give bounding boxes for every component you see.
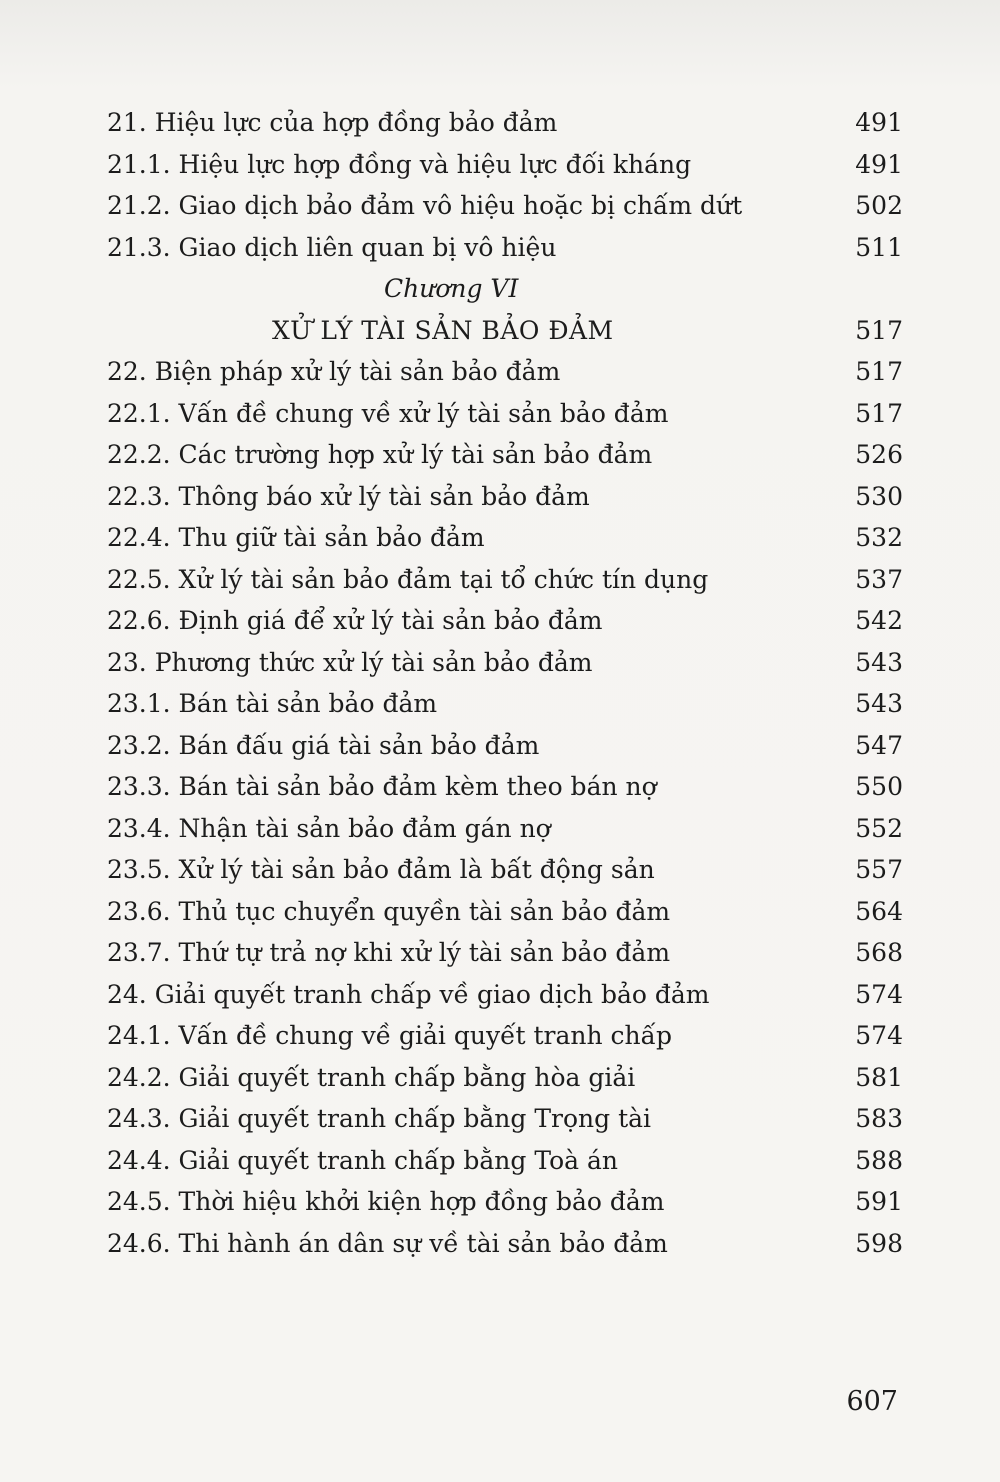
toc-entry-page: 537 (855, 564, 903, 594)
toc-entry-page: 574 (855, 1021, 903, 1050)
toc-entry-page: 517 (855, 398, 903, 428)
toc-entry-page: 574 (855, 979, 903, 1009)
toc-entry-page: 543 (855, 689, 903, 718)
toc-entry-title: 21.1. Hiệu lực hợp đồng và hiệu lực đối kháng (107, 149, 692, 179)
toc-entry-title: 23.1. Bán tài sản bảo đảm (107, 689, 438, 718)
toc-entry-title: 24.3. Giải quyết tranh chấp bằng Trọng tài (107, 1104, 652, 1133)
chapter-label: Chương VI (384, 274, 519, 303)
toc-entry-title: 24.4. Giải quyết tranh chấp bằng Toà án (107, 1145, 618, 1175)
chapter-page: 517 (855, 315, 903, 345)
toc-entry (107, 1098, 903, 1140)
chapter-name: XỬ LÝ TÀI SẢN BẢO ĐẢM (272, 315, 614, 345)
toc-entry (107, 974, 903, 1016)
toc-entry-title: 23.3. Bán tài sản bảo đảm kèm theo bán nợ (107, 772, 657, 801)
toc-entry (107, 517, 903, 559)
toc-entry-title: 23. Phương thức xử lý tài sản bảo đảm (107, 647, 593, 677)
toc-entry-title: 22.5. Xử lý tài sản bảo đảm tại tổ chức tín dụng (107, 564, 709, 594)
toc-entry-page: 530 (855, 481, 903, 511)
toc-entry (107, 102, 903, 144)
toc-entry-title: 22.6. Định giá để xử lý tài sản bảo đảm (107, 606, 603, 635)
toc-entry (107, 725, 903, 767)
toc-entry-page: 598 (855, 1228, 903, 1258)
toc-entry (107, 1140, 903, 1182)
toc-entry-title: 22.4. Thu giữ tài sản bảo đảm (107, 523, 485, 552)
toc-entry (107, 185, 903, 227)
toc-entry-page: 543 (855, 647, 903, 677)
toc-entry-title: 24.1. Vấn đề chung về giải quyết tranh chấp (107, 1021, 672, 1050)
toc-entry-title: 22.3. Thông báo xử lý tài sản bảo đảm (107, 481, 590, 511)
toc-entry-title: 23.6. Thủ tục chuyển quyền tài sản bảo đảm (107, 896, 671, 926)
toc-entry-page: 583 (855, 1104, 903, 1133)
toc-entry-page: 557 (855, 855, 903, 884)
toc-entry (107, 351, 903, 393)
toc-entry (107, 559, 903, 601)
toc-entry-title: 23.4. Nhận tài sản bảo đảm gán nợ (107, 813, 551, 843)
toc-entry-page: 517 (855, 357, 903, 386)
toc-entry (107, 1015, 903, 1057)
toc-entry-title: 24.6. Thi hành án dân sự về tài sản bảo đảm (107, 1228, 668, 1258)
toc-entry (107, 1057, 903, 1099)
toc-entry-title: 21.2. Giao dịch bảo đảm vô hiệu hoặc bị chấm dứt (107, 191, 743, 220)
toc-entry-page: 547 (855, 730, 903, 760)
toc-entry-page: 532 (855, 523, 903, 552)
toc-entry-page: 491 (855, 149, 903, 179)
toc-entry (107, 808, 903, 850)
toc-entry (107, 600, 903, 642)
toc-entry (107, 393, 903, 435)
toc-entry-title: 22.2. Các trường hợp xử lý tài sản bảo đảm (107, 440, 653, 469)
toc-entry (107, 642, 903, 684)
page-number: 607 (846, 1386, 898, 1417)
toc-entry-title: 21.3. Giao dịch liên quan bị vô hiệu (107, 232, 557, 262)
toc-entry-page: 550 (855, 772, 903, 801)
toc-entry (107, 1223, 903, 1265)
toc-entry-page: 502 (855, 191, 903, 220)
toc-entry-page: 564 (855, 896, 903, 926)
toc-entry (107, 766, 903, 808)
toc-entry (107, 227, 903, 269)
toc-entry-title: 23.7. Thứ tự trả nợ khi xử lý tài sản bảo đảm (107, 938, 671, 967)
toc-entry-title: 23.5. Xử lý tài sản bảo đảm là bất động sản (107, 855, 655, 884)
toc-entry-page: 588 (855, 1145, 903, 1175)
toc-entry (107, 1181, 903, 1223)
toc-entry-title: 24.2. Giải quyết tranh chấp bằng hòa giải (107, 1062, 636, 1092)
table-of-contents (107, 102, 903, 1264)
toc-entry-page: 491 (855, 108, 903, 137)
toc-entry (107, 683, 903, 725)
toc-entry (107, 434, 903, 476)
toc-entry (107, 891, 903, 933)
toc-entry-page: 552 (855, 813, 903, 843)
toc-entry-page: 581 (855, 1062, 903, 1092)
toc-entry-title: 24. Giải quyết tranh chấp về giao dịch bảo đảm (107, 979, 710, 1009)
chapter-name-row (107, 310, 903, 352)
toc-entry-title: 21. Hiệu lực của hợp đồng bảo đảm (107, 108, 558, 137)
toc-entry-page: 526 (855, 440, 903, 469)
toc-entry-page: 542 (855, 606, 903, 635)
toc-entry (107, 849, 903, 891)
toc-entry-title: 22.1. Vấn đề chung về xử lý tài sản bảo đảm (107, 398, 669, 428)
toc-entry-title: 24.5. Thời hiệu khởi kiện hợp đồng bảo đảm (107, 1187, 665, 1216)
toc-entry (107, 476, 903, 518)
toc-entry-page: 591 (855, 1187, 903, 1216)
toc-entry (107, 144, 903, 186)
toc-entry-page: 511 (855, 232, 903, 262)
toc-entry-title: 22. Biện pháp xử lý tài sản bảo đảm (107, 357, 561, 386)
toc-entry-page: 568 (855, 938, 903, 967)
chapter-label-row (107, 268, 903, 310)
toc-entry (107, 932, 903, 974)
toc-entry-title: 23.2. Bán đấu giá tài sản bảo đảm (107, 730, 540, 760)
